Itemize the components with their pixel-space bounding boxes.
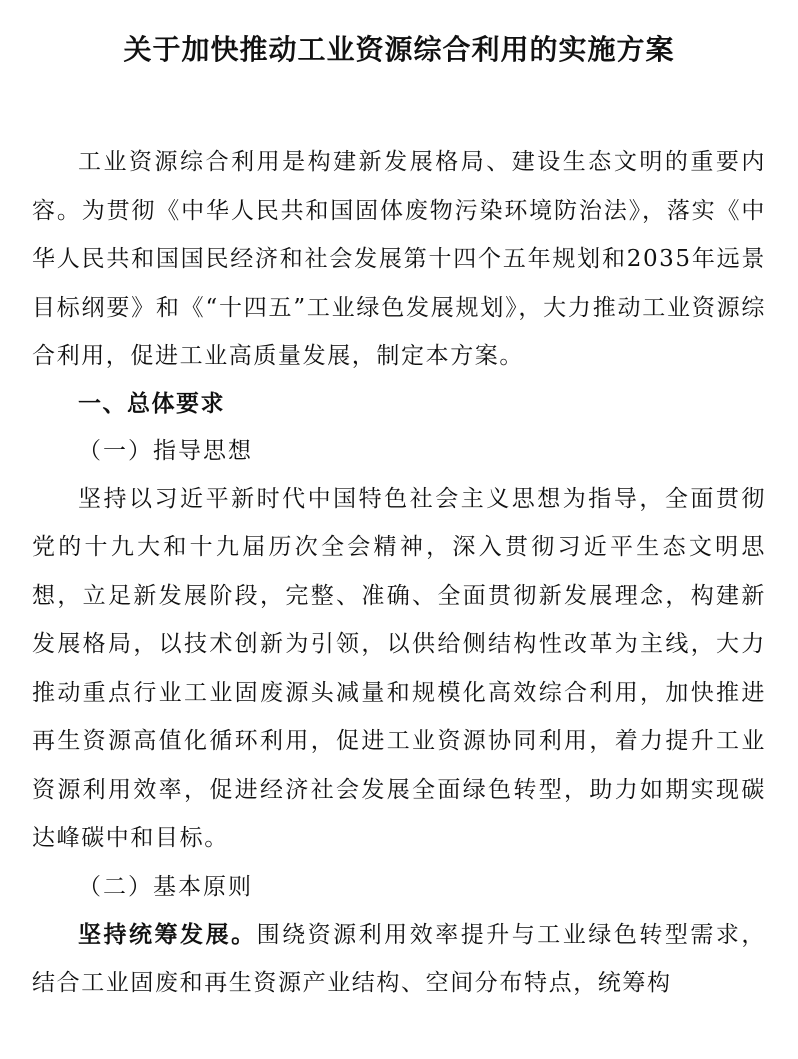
guiding-ideology-paragraph: 坚持以习近平新时代中国特色社会主义思想为指导，全面贯彻党的十九大和十九届历次全会精神，深入贯彻习近平生态文明思想，立足新发展阶段，完整、准确、全面贯彻新发展理念，构建新发展格局，以技术创新为引领，以供给侧结构性改革为主线，大力推动重点行业工业固废源头减量和规模化高效综合利用，加快推进再生资源高值化循环利用，促进工业资源协同利用，着力提升工业资源利用效率，促进经济社会发展全面绿色转型，助力如期实现碳达峰碳中和目标。 bbox=[32, 485, 766, 851]
intro-paragraph: 工业资源综合利用是构建新发展格局、建设生态文明的重要内容。为贯彻《中华人民共和国固体废物污染环境防治法》，落实《中华人民共和国国民经济和社会发展第十四个五年规划和2035年远景目标纲要》和《“十四五”工业绿色发展规划》，大力推动工业资源综合利用，促进工业高质量发展，制定本方案。 bbox=[32, 149, 766, 369]
section-heading-overall-requirements: 一、总体要求 bbox=[78, 390, 225, 417]
document-title: 关于加快推动工业资源综合利用的实施方案 bbox=[123, 33, 675, 66]
subsection-heading-guiding-ideology: （一）指导思想 bbox=[78, 437, 253, 464]
principle-lead: 坚持统筹发展。 bbox=[78, 921, 257, 948]
subsection-heading-basic-principles: （二）基本原则 bbox=[78, 873, 253, 900]
principle-text: 围绕资源利用效率提升与工业绿色转型需求，结合工业固废和再生资源产业结构、空间分布特点，统筹构 bbox=[32, 921, 766, 996]
principle-paragraph bbox=[32, 911, 766, 1008]
